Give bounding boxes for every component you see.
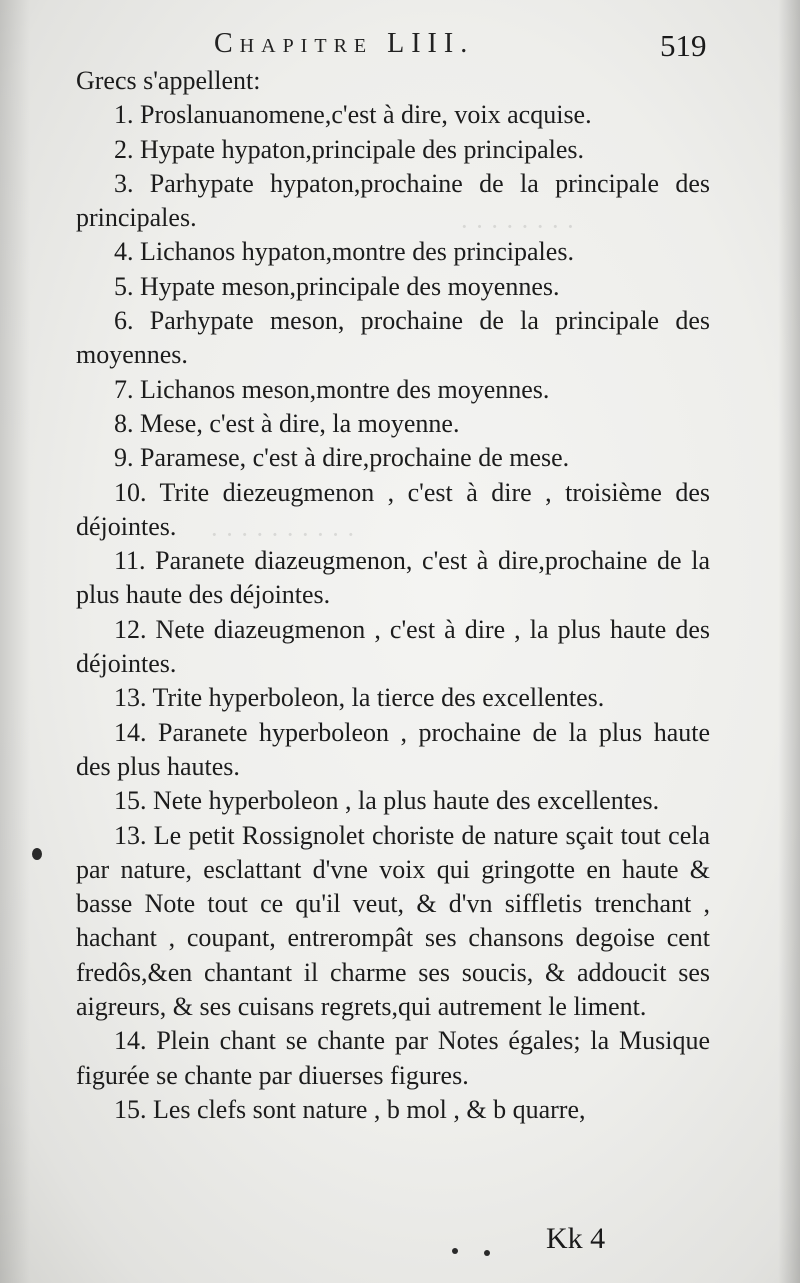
signature-mark: Kk 4 <box>546 1222 606 1255</box>
page-header <box>0 24 800 68</box>
page-edge-shadow <box>778 0 800 1283</box>
page-number: 519 <box>660 28 707 63</box>
list-item: 3. Parhypate hypaton,prochaine de la principale des principales. <box>76 168 710 233</box>
list-item: 6. Parhypate meson, prochaine de la principale des moyennes. <box>76 306 710 370</box>
list-item: 13. Trite hyperboleon, la tierce des excellentes. <box>114 683 605 713</box>
page-footer <box>0 1222 800 1262</box>
list-item: 10. Trite diezeugmenon , c'est à dire , troisième des déjointes. <box>76 477 710 541</box>
body-text <box>76 64 710 1127</box>
list-item: 14. Paranete hyperboleon , prochaine de la plus haute des plus hautes. <box>76 717 710 781</box>
ink-speck <box>452 1248 458 1254</box>
gutter-shadow <box>0 0 30 1283</box>
list-item: 2. Hypate hypaton,principale des principales. <box>114 134 585 164</box>
running-head: Chapitre LIII. <box>214 28 475 59</box>
paragraph: 14. Plein chant se chante par Notes égales; la Musique figurée se chante par diuerses figures. <box>76 1026 710 1090</box>
paragraph: 15. Les clefs sont nature , b mol , & b quarre, <box>114 1094 586 1124</box>
show-through-text: · · · · · · · · <box>460 212 575 241</box>
paragraph: Grecs s'appellent: <box>76 66 261 95</box>
show-through-text: · · · · · · · · · · <box>210 520 356 549</box>
list-item: 15. Nete hyperboleon , la plus haute des excellentes. <box>114 786 660 816</box>
paragraph: 13. Le petit Rossignolet choriste de nature sçait tout cela par nature, esclattant d'vne voix qui gringotte en haute & basse Note tout ce qu'il veut, & d'vn siffletis trenchant , hachant , coupant, entrerompât ses chansons degoise cent fredôs,&en chantant il charme ses soucis, & addoucit ses aigreurs, & ses cuisans regrets,qui autrement le liment. <box>76 820 710 1022</box>
list-item: 5. Hypate meson,principale des moyennes. <box>114 271 560 301</box>
list-item: 1. Proslanuanomene,c'est à dire, voix acquise. <box>114 100 592 130</box>
list-item: 11. Paranete diazeugmenon, c'est à dire,prochaine de la plus haute des déjointes. <box>76 546 710 610</box>
ink-speck <box>484 1250 490 1256</box>
ink-blot <box>32 848 42 860</box>
list-item: 7. Lichanos meson,montre des moyennes. <box>114 374 550 404</box>
list-item: 12. Nete diazeugmenon , c'est à dire , la plus haute des déjointes. <box>76 614 710 679</box>
list-item: 4. Lichanos hypaton,montre des principales. <box>114 237 574 267</box>
list-item: 9. Paramese, c'est à dire,prochaine de mese. <box>114 443 570 473</box>
list-item: 8. Mese, c'est à dire, la moyenne. <box>114 408 460 438</box>
